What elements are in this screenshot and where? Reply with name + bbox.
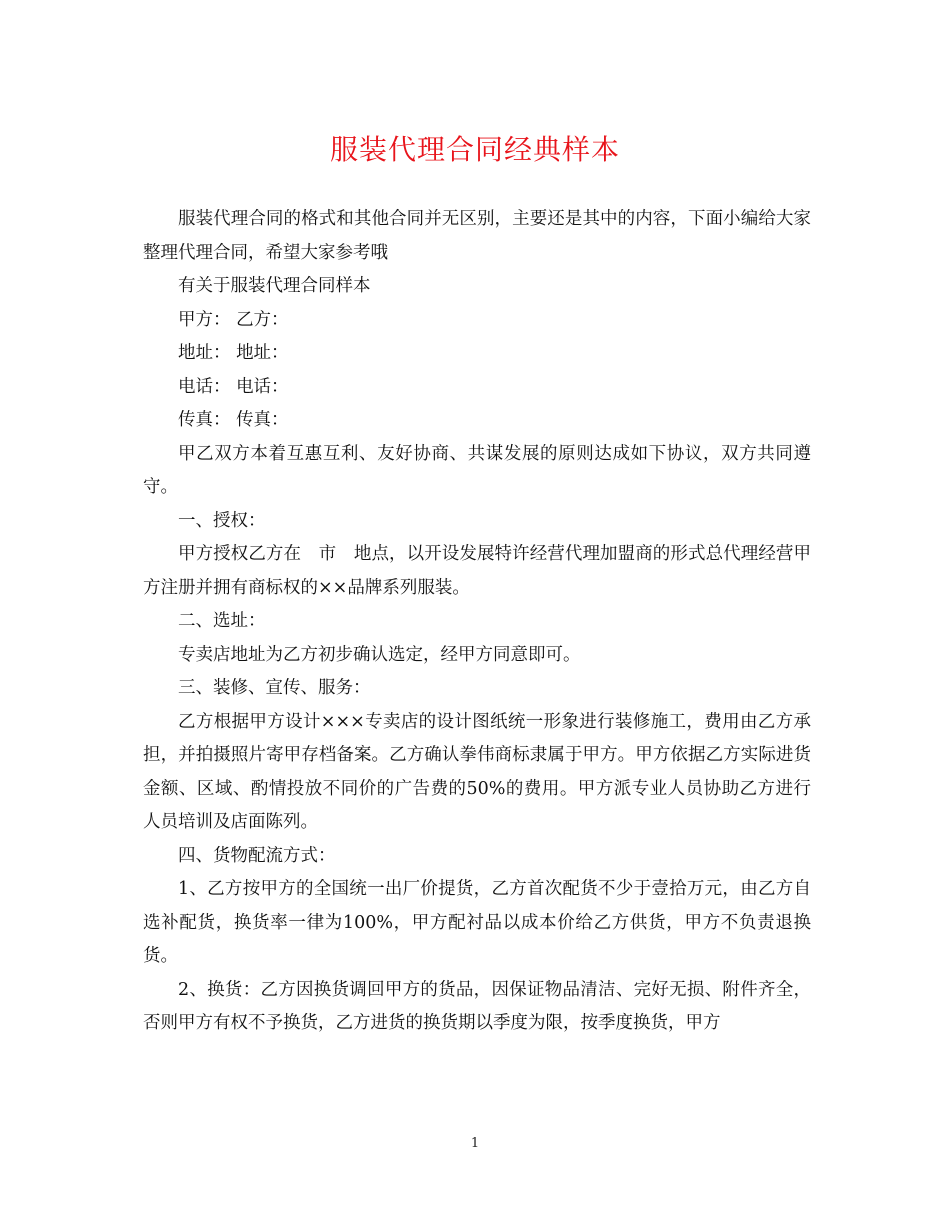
paragraph-authorization: 甲方授权乙方在 市 地点，以开设发展特许经营代理加盟商的形式总代理经营甲方注册并拥有商标权的××品牌系列服装。 bbox=[143, 544, 811, 598]
document-title: 服装代理合同经典样本 bbox=[329, 133, 620, 166]
paragraph-distribution-2: 2、换货：乙方因换货调回甲方的货品，因保证物品清洁、完好无损、附件齐全，否则甲方有权不予换货，乙方进货的换货期以季度为限，按季度换货，甲方 bbox=[143, 979, 811, 1033]
paragraph-decoration: 乙方根据甲方设计×××专卖店的设计图纸统一形象进行装修施工，费用由乙方承担，并拍摄照片寄甲存档备案。乙方确认拳伟商标隶属于甲方。甲方依据乙方实际进货金额、区域、酌情投放不同价的广告费的50%的费用。甲方派专业人员协助乙方进行人员培训及店面陈列。 bbox=[143, 711, 811, 832]
paragraph-fax: 传真： 传真： bbox=[178, 410, 289, 430]
section-heading-decoration: 三、装修、宣传、服务： bbox=[178, 678, 371, 698]
section-heading-distribution: 四、货物配流方式： bbox=[178, 845, 336, 866]
paragraph-intro: 服装代理合同的格式和其他合同并无区别，主要还是其中的内容，下面小编给大家整理代理合同，希望大家参考哦 bbox=[143, 209, 811, 263]
page-number: 1 bbox=[470, 1136, 480, 1151]
paragraph-address: 地址： 地址： bbox=[178, 343, 289, 363]
paragraph-agreement: 甲乙双方本着互惠互利、友好协商、共谋发展的原则达成如下协议，双方共同遵守。 bbox=[143, 443, 811, 497]
document-body bbox=[143, 203, 811, 1041]
paragraph-location: 专卖店地址为乙方初步确认选定，经甲方同意即可。 bbox=[178, 644, 581, 665]
paragraph-subtitle: 有关于服装代理合同样本 bbox=[178, 276, 371, 296]
paragraph-distribution-1: 1、乙方按甲方的全国统一出厂价提货，乙方首次配货不少于壹拾万元，由乙方自选补配货，换货率一律为100%，甲方配衬品以成本价给乙方供货，甲方不负责退换货。 bbox=[143, 879, 811, 966]
section-heading-authorization: 一、授权： bbox=[178, 510, 266, 531]
paragraph-phone: 电话： 电话： bbox=[178, 376, 289, 397]
paragraph-parties: 甲方： 乙方： bbox=[178, 309, 289, 330]
section-heading-location: 二、选址： bbox=[178, 611, 266, 631]
